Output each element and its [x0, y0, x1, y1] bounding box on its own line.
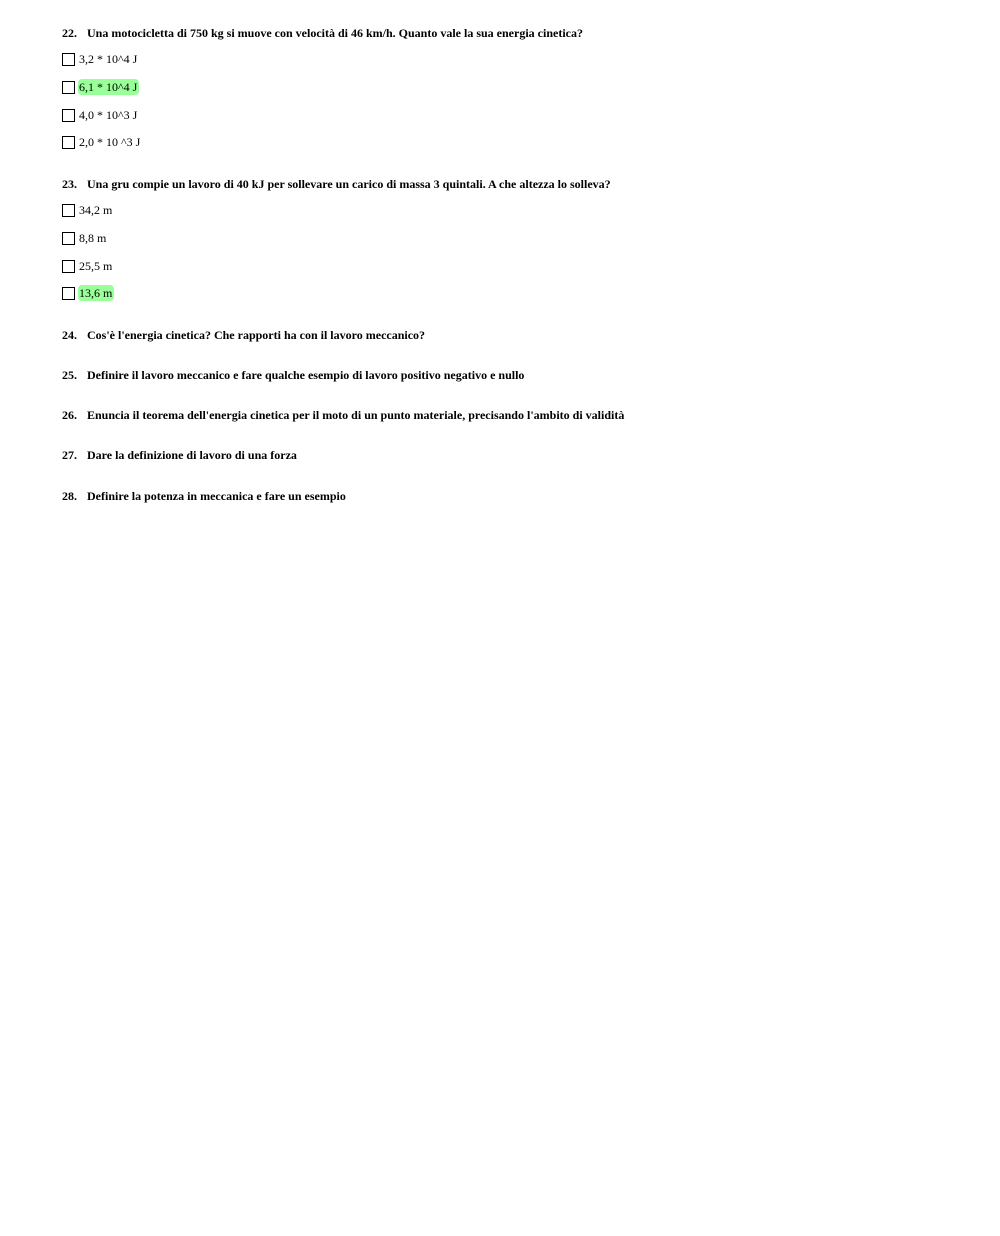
answer-option — [62, 51, 139, 67]
question-text: Definire la potenza in meccanica e fare un esempio — [87, 489, 346, 503]
question-28 — [62, 489, 346, 503]
answer-option — [62, 134, 142, 150]
answer-checkbox[interactable] — [62, 204, 75, 217]
answer-option — [62, 107, 139, 123]
question-number: 24. — [62, 328, 77, 342]
question-text: Enuncia il teorema dell'energia cinetica per il moto di un punto materiale, precisando l'ambito di validità — [87, 408, 625, 422]
answer-label: 4,0 * 10^3 J — [79, 108, 138, 122]
question-25 — [62, 368, 524, 382]
question-text: Definire il lavoro meccanico e fare qualche esempio di lavoro positivo negativo e nullo — [87, 368, 525, 382]
answer-checkbox[interactable] — [62, 260, 75, 273]
question-number: 26. — [62, 408, 77, 422]
answer-option — [62, 230, 108, 246]
answer-label: 3,2 * 10^4 J — [79, 52, 138, 66]
answer-checkbox[interactable] — [62, 136, 75, 149]
answer-checkbox[interactable] — [62, 81, 75, 94]
question-number: 27. — [62, 448, 77, 462]
question-26 — [62, 408, 624, 422]
answer-label: 34,2 m — [79, 203, 113, 217]
question-27 — [62, 448, 297, 462]
answer-option — [62, 285, 114, 301]
answer-option — [62, 258, 114, 274]
answer-checkbox[interactable] — [62, 232, 75, 245]
answer-checkbox[interactable] — [62, 287, 75, 300]
answer-checkbox[interactable] — [62, 109, 75, 122]
question-text: Dare la definizione di lavoro di una forza — [87, 448, 297, 462]
question-number: 23. — [62, 177, 77, 191]
question-text: Cos'è l'energia cinetica? Che rapporti ha con il lavoro meccanico? — [87, 328, 426, 342]
question-number: 25. — [62, 368, 77, 382]
question-text: Una motocicletta di 750 kg si muove con velocità di 46 km/h. Quanto vale la sua energia cinetica? — [87, 26, 583, 40]
answer-label-highlighted: 13,6 m — [79, 286, 113, 300]
question-22 — [62, 26, 583, 40]
answer-label: 25,5 m — [79, 259, 113, 273]
answer-option — [62, 202, 114, 218]
answer-label-highlighted: 6,1 * 10^4 J — [79, 80, 138, 94]
question-24 — [62, 328, 425, 342]
question-number: 28. — [62, 489, 77, 503]
answer-label: 8,8 m — [79, 231, 107, 245]
answer-option — [62, 79, 139, 95]
answer-checkbox[interactable] — [62, 53, 75, 66]
question-number: 22. — [62, 26, 77, 40]
question-text: Una gru compie un lavoro di 40 kJ per sollevare un carico di massa 3 quintali. A che altezza lo solleva? — [87, 177, 611, 191]
question-23 — [62, 177, 611, 191]
answer-label: 2,0 * 10 ^3 J — [79, 135, 141, 149]
